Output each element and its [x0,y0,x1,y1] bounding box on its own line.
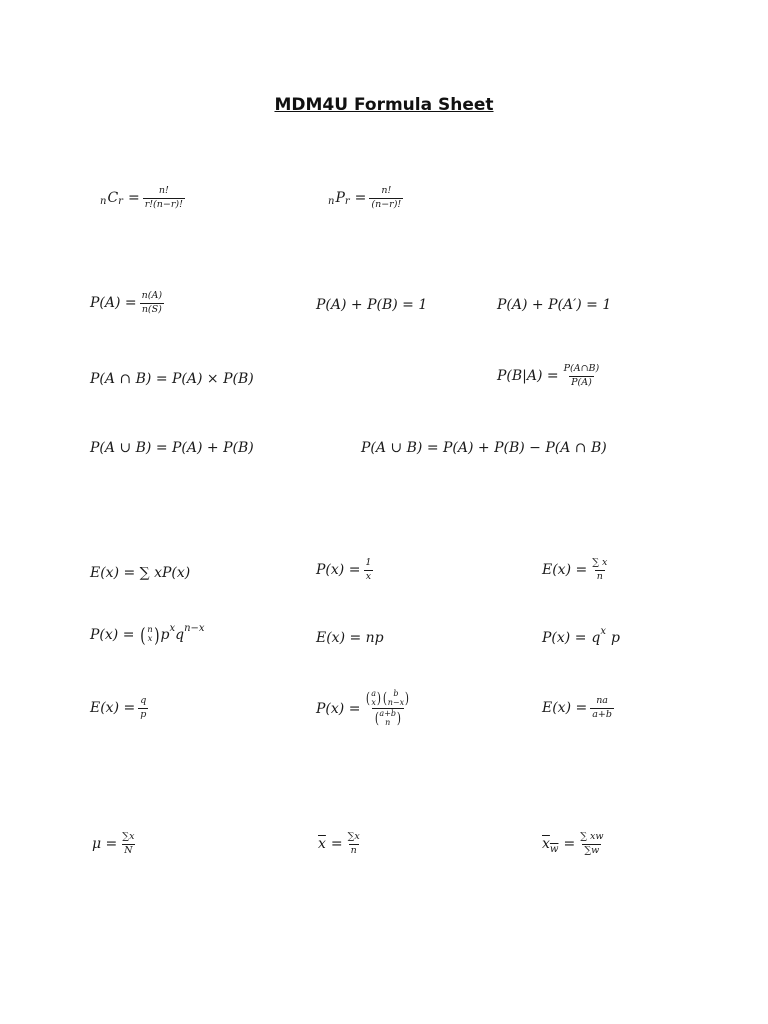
page-title: MDM4U Formula Sheet [274,95,494,115]
permutation-fraction: $\frac{n!}{(n-r)!}$ [371,185,402,210]
uniform-probability-formula: P(x) = $\frac{1}{x}$ [316,557,372,582]
binomial-coefficient: ( n x ) [140,623,160,647]
conditional-probability-formula: P(B|A) = $\frac{P(A\cap B)}{P(A)}$ [497,363,600,388]
mutually-exclusive-union-formula: P(A ∪ B) = P(A) + P(B) [90,440,254,456]
uniform-expectation-formula: E(x) = $\frac{\sum x}{n}$ [542,557,608,582]
geometric-probability-formula: P(x) = q x p [542,626,620,646]
geometric-expectation-formula: E(x) = $\frac{q}{p}$ [90,695,147,720]
population-mean-formula: μ = $\frac{\sum x}{N}$ [92,831,135,856]
combination-formula: n C r = $\frac{n!}{r!(n-r)!}$ [100,185,183,210]
independent-events-formula: P(A ∩ B) = P(A) × P(B) [90,371,254,387]
combination-fraction: $\frac{n!}{r!(n-r)!}$ [144,185,183,210]
permutation-formula: n P r = $\frac{n!}{(n-r)!}$ [328,185,402,210]
union-formula: P(A ∪ B) = P(A) + P(B) − P(A ∩ B) [361,440,607,456]
complement-formula: P(A) + P(A′) = 1 [497,297,612,313]
weighted-mean-formula: $x_w$ = $\frac{\sum xw}{\sum w}$ [542,831,604,856]
expectation-sum-formula: E(x) = ∑ xP(x) [90,565,191,581]
binomial-expectation-formula: E(x) = np [316,630,384,646]
sample-mean-formula: $\overline{x}$ = $\frac{\sum x}{n}$ [318,831,360,856]
binomial-probability-formula: P(x) = ( n x ) p x q n−x [90,623,205,647]
hypergeometric-probability-formula: P(x) = ( a x ) ( b n−x ) ( a+b n ) [316,689,410,728]
sum-two-events-formula: P(A) + P(B) = 1 [316,297,428,313]
hypergeometric-expectation-formula: E(x) = $\frac{na}{a+b}$ [542,695,612,720]
event-probability-formula: P(A) = $\frac{n(A)}{n(S)}$ [90,290,163,315]
